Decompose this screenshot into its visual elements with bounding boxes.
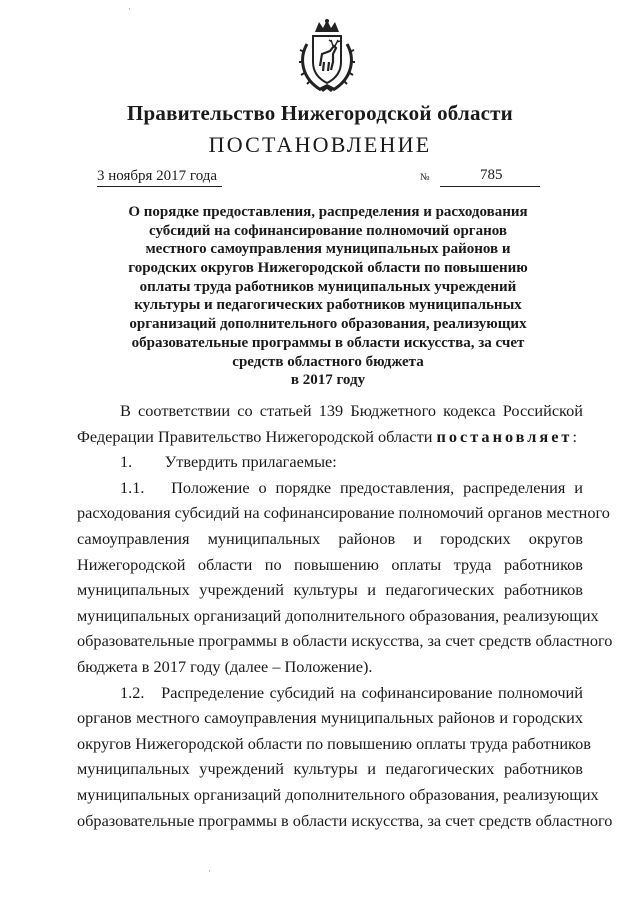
heading-line: в 2017 году bbox=[290, 372, 366, 389]
heading-line: городских округов Нижегородской области по повышению bbox=[128, 260, 528, 277]
document-number: 785 bbox=[480, 167, 503, 183]
coat-of-arms-icon bbox=[295, 18, 359, 94]
resolves-word: постановляет bbox=[436, 426, 573, 446]
scan-mark: · bbox=[208, 866, 211, 876]
number-sign: № bbox=[420, 172, 430, 183]
item-1-1-line: самоуправления муниципальных районов и городских округов bbox=[77, 528, 583, 548]
item-1: 1. Утвердить прилагаемые: bbox=[120, 452, 337, 472]
document-heading bbox=[0, 203, 640, 390]
item-1-1-line: бюджета в 2017 году (далее – Положение). bbox=[77, 656, 373, 676]
heading-line: организаций дополнительного образования, реализующих bbox=[129, 316, 527, 333]
item-1-1-line: 1.1. Положение о порядке предоставления, распределения и bbox=[120, 477, 583, 497]
number-underline bbox=[440, 186, 540, 187]
item-1-2-line: округов Нижегородской области по повышению оплаты труда работников bbox=[77, 733, 591, 753]
document-date: 3 ноября 2017 года bbox=[97, 168, 218, 184]
intro-line bbox=[77, 424, 583, 450]
heading-line: О порядке предоставления, распределения и расходования bbox=[128, 204, 528, 220]
document-body bbox=[77, 398, 613, 833]
heading-line: оплаты труда работников муниципальных учреждений bbox=[139, 278, 517, 295]
item-1-2-line: муниципальных учреждений культуры и педагогических работников bbox=[77, 759, 583, 779]
item-1-1-line: расходования субсидий на софинансирование полномочий органов местного bbox=[77, 503, 610, 523]
item-1-1-line: образовательные программы в области искусства, за счет средств областного bbox=[77, 631, 613, 651]
date-underline bbox=[97, 186, 222, 187]
heading-line: местного самоуправления муниципальных районов и bbox=[145, 241, 511, 258]
item-1-1-line: муниципальных организаций дополнительного образования, реализующих bbox=[77, 605, 599, 625]
item-1-1-line: муниципальных учреждений культуры и педагогических работников bbox=[77, 580, 583, 600]
scan-mark: · bbox=[128, 4, 131, 14]
intro-text: Федерации Правительство Нижегородской области bbox=[77, 426, 433, 446]
item-1-2-line: образовательные программы в области искусства, за счет средств областного bbox=[77, 810, 613, 830]
heading-line: образовательные программы в области искусства, за счет bbox=[131, 334, 525, 351]
item-1-2-line: органов местного самоуправления муниципальных районов и городских bbox=[77, 708, 583, 728]
intro-line: В соответствии со статьей 139 Бюджетного кодекса Российской bbox=[120, 401, 583, 420]
heading-line: культуры и педагогических работников муниципальных bbox=[134, 297, 522, 314]
document-type: ПОСТАНОВЛЕНИЕ bbox=[208, 132, 432, 157]
intro-colon: : bbox=[572, 426, 577, 446]
item-1-2-line: муниципальных организаций дополнительного образования, реализующих bbox=[77, 784, 599, 804]
organization-title: Правительство Нижегородской области bbox=[127, 101, 513, 125]
item-1-2-line: 1.2. Распределение субсидий на софинансирование полномочий bbox=[120, 682, 583, 702]
heading-line: субсидий на софинансирование полномочий органов bbox=[149, 222, 507, 239]
item-1-1-line: Нижегородской области по повышению оплаты труда работников bbox=[77, 554, 583, 574]
heading-line: средств областного бюджета bbox=[232, 353, 424, 370]
